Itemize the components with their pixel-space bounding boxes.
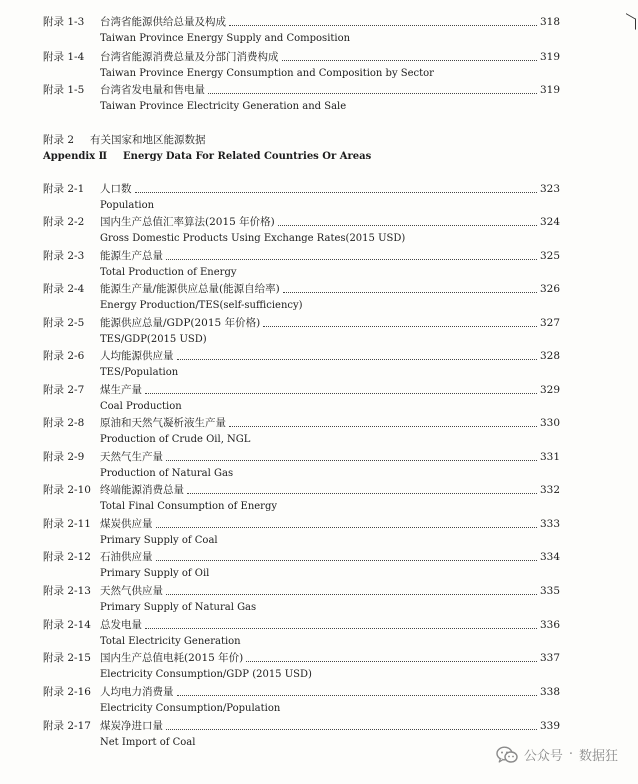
dot-leader	[278, 225, 537, 226]
entry-title-line	[100, 349, 560, 364]
entry-code: 附录 2-4	[43, 283, 85, 295]
section-title-en: Energy Data For Related Countries Or Areas	[123, 151, 372, 162]
entry-code: 附录 2-17	[43, 720, 91, 732]
entry-code: 附录 2-14	[43, 619, 91, 631]
entry-code: 附录 2-7	[43, 384, 85, 396]
entry-title-line	[100, 50, 560, 65]
dot-leader	[145, 393, 537, 394]
toc-entry-2-11[interactable]	[0, 517, 638, 551]
entry-page-number: 319	[539, 51, 560, 63]
section-code-zh: 附录 2	[43, 134, 75, 146]
entry-page-number: 327	[539, 317, 560, 329]
entry-code: 附录 2-13	[43, 585, 91, 597]
entry-title-en: Electricity Consumption/Population	[100, 703, 281, 714]
entry-page-number: 332	[539, 484, 560, 496]
entry-title-en: Taiwan Province Electricity Generation and Sale	[100, 101, 347, 112]
dot-leader	[263, 326, 537, 327]
toc-entry-2-15[interactable]	[0, 651, 638, 685]
entry-title-zh: 煤生产量	[100, 384, 142, 396]
section-title-zh: 有关国家和地区能源数据	[90, 134, 206, 146]
dot-leader	[135, 192, 537, 193]
entry-code: 附录 2-3	[43, 250, 85, 262]
entry-title-line	[100, 719, 560, 734]
entry-page-number: 334	[539, 551, 560, 563]
entry-title-line	[100, 618, 560, 633]
entry-page-number: 337	[539, 652, 560, 664]
toc-entry-2-16[interactable]	[0, 685, 638, 719]
entry-title-line	[100, 15, 560, 30]
entry-page-number: 331	[539, 451, 560, 463]
toc-entry-2-7[interactable]	[0, 383, 638, 417]
toc-entry-1-3[interactable]	[0, 15, 638, 49]
entry-page-number: 323	[539, 183, 560, 195]
entry-title-en: Taiwan Province Energy Consumption and Composition by Sector	[100, 68, 434, 79]
entry-code: 附录 1-5	[43, 84, 85, 96]
wechat-icon	[496, 746, 518, 764]
entry-title-en: TES/GDP(2015 USD)	[100, 334, 207, 345]
entry-title-line	[100, 383, 560, 398]
toc-entry-2-14[interactable]	[0, 618, 638, 652]
entry-code: 附录 1-4	[43, 51, 85, 63]
entry-title-line	[100, 249, 560, 264]
entry-code: 附录 2-15	[43, 652, 91, 664]
entry-title-zh: 能源供应总量/GDP(2015 年价格)	[100, 317, 261, 329]
toc-entry-1-4[interactable]	[0, 50, 638, 84]
entry-code: 附录 2-5	[43, 317, 85, 329]
entry-title-zh: 煤炭供应量	[100, 518, 153, 530]
watermark-account-name: 数据狂	[578, 749, 618, 764]
entry-title-en: Production of Natural Gas	[100, 468, 234, 479]
toc-entry-2-6[interactable]	[0, 349, 638, 383]
entry-title-en: Gross Domestic Products Using Exchange Rates(2015 USD)	[100, 233, 406, 244]
entry-title-en: Total Final Consumption of Energy	[100, 501, 278, 512]
entry-title-zh: 天然气供应量	[100, 585, 163, 597]
entry-title-en: Electricity Consumption/GDP (2015 USD)	[100, 669, 312, 680]
toc-entry-2-10[interactable]	[0, 483, 638, 517]
entry-page-number: 329	[539, 384, 560, 396]
entry-title-zh: 人均电力消费量	[100, 686, 174, 698]
toc-entry-2-5[interactable]	[0, 316, 638, 350]
section-heading-zh	[43, 133, 206, 147]
entry-page-number: 339	[539, 720, 560, 732]
entry-code: 附录 2-16	[43, 686, 91, 698]
dot-leader	[187, 493, 537, 494]
watermark-prefix: 公众号	[523, 749, 563, 764]
entry-title-zh: 石油供应量	[100, 551, 153, 563]
entry-code: 附录 2-6	[43, 350, 85, 362]
entry-title-line	[100, 483, 560, 498]
entry-title-en: Coal Production	[100, 401, 182, 412]
dot-leader	[166, 594, 537, 595]
entry-title-line	[100, 685, 560, 700]
entry-code: 附录 1-3	[43, 16, 85, 28]
entry-title-zh: 国内生产总值汇率算法(2015 年价格)	[100, 216, 275, 228]
entry-title-en: Production of Crude Oil, NGL	[100, 434, 251, 445]
toc-entry-2-12[interactable]	[0, 550, 638, 584]
dot-leader	[166, 460, 537, 461]
entry-page-number: 319	[539, 84, 560, 96]
entry-title-zh: 原油和天然气凝析液生产量	[100, 417, 226, 429]
entry-code: 附录 2-9	[43, 451, 85, 463]
entry-code: 附录 2-10	[43, 484, 91, 496]
entry-title-zh: 人均能源供应量	[100, 350, 174, 362]
toc-entry-2-13[interactable]	[0, 584, 638, 618]
dot-leader	[229, 25, 537, 26]
entry-title-en: Population	[100, 200, 155, 211]
dot-leader	[283, 292, 537, 293]
toc-entry-2-3[interactable]	[0, 249, 638, 283]
entry-title-zh: 国内生产总值电耗(2015 年价)	[100, 652, 244, 664]
entry-code: 附录 2-12	[43, 551, 91, 563]
section-heading-en	[43, 150, 371, 163]
toc-entry-2-9[interactable]	[0, 450, 638, 484]
dot-leader	[166, 729, 537, 730]
entry-code: 附录 2-1	[43, 183, 85, 195]
entry-title-zh: 台湾省能源消费总量及分部门消费构成	[100, 51, 279, 63]
entry-title-en: Total Electricity Generation	[100, 636, 241, 647]
entry-title-line	[100, 584, 560, 599]
dot-leader	[177, 695, 537, 696]
entry-title-zh: 终端能源消费总量	[100, 484, 184, 496]
entry-page-number: 318	[539, 16, 560, 28]
entry-page-number: 325	[539, 250, 560, 262]
dot-leader	[156, 560, 537, 561]
dot-leader	[177, 359, 537, 360]
entry-title-zh: 人口数	[100, 183, 132, 195]
entry-title-en: Primary Supply of Coal	[100, 535, 218, 546]
entry-title-line	[100, 83, 560, 98]
entry-title-zh: 台湾省能源供给总量及构成	[100, 16, 226, 28]
entry-page-number: 333	[539, 518, 560, 530]
entry-title-line	[100, 416, 560, 431]
entry-title-zh: 天然气生产量	[100, 451, 163, 463]
entry-title-zh: 台湾省发电量和售电量	[100, 84, 205, 96]
dot-leader	[145, 628, 537, 629]
entry-title-en: Taiwan Province Energy Supply and Composition	[100, 33, 351, 44]
entry-page-number: 328	[539, 350, 560, 362]
entry-title-line	[100, 550, 560, 565]
entry-title-line	[100, 651, 560, 666]
entry-title-zh: 能源生产总量	[100, 250, 163, 262]
entry-code: 附录 2-2	[43, 216, 85, 228]
entry-title-zh: 总发电量	[100, 619, 142, 631]
entry-page-number: 336	[539, 619, 560, 631]
entry-page-number: 335	[539, 585, 560, 597]
dot-leader	[229, 426, 537, 427]
entry-title-en: Primary Supply of Oil	[100, 568, 210, 579]
entry-title-line	[100, 517, 560, 532]
watermark	[496, 745, 618, 764]
toc-entry-2-1[interactable]	[0, 182, 638, 216]
entry-title-en: Total Production of Energy	[100, 267, 237, 278]
toc-entry-2-4[interactable]	[0, 282, 638, 316]
entry-title-en: TES/Population	[100, 367, 179, 378]
entry-title-zh: 能源生产量/能源供应总量(能源自给率)	[100, 283, 280, 295]
entry-title-en: Energy Production/TES(self-sufficiency)	[100, 300, 303, 311]
dot-leader	[156, 527, 537, 528]
entry-page-number: 324	[539, 216, 560, 228]
entry-title-line	[100, 182, 560, 197]
dot-leader	[282, 60, 537, 61]
entry-title-line	[100, 282, 560, 297]
entry-page-number: 330	[539, 417, 560, 429]
dot-leader	[208, 93, 537, 94]
entry-title-line	[100, 450, 560, 465]
toc-entry-1-5[interactable]	[0, 83, 638, 117]
entry-title-line	[100, 316, 560, 331]
section-code-en: Appendix Ⅱ	[43, 151, 108, 162]
toc-entry-2-2[interactable]	[0, 215, 638, 249]
entry-page-number: 326	[539, 283, 560, 295]
entry-title-en: Primary Supply of Natural Gas	[100, 602, 257, 613]
toc-entry-2-8[interactable]	[0, 416, 638, 450]
entry-page-number: 338	[539, 686, 560, 698]
entry-code: 附录 2-8	[43, 417, 85, 429]
entry-title-line	[100, 215, 560, 230]
entry-title-en: Net Import of Coal	[100, 737, 196, 748]
dot-leader	[246, 661, 537, 662]
entry-code: 附录 2-11	[43, 518, 91, 530]
dot-leader	[166, 259, 537, 260]
watermark-separator: ·	[568, 747, 573, 762]
entry-title-zh: 煤炭净进口量	[100, 720, 163, 732]
